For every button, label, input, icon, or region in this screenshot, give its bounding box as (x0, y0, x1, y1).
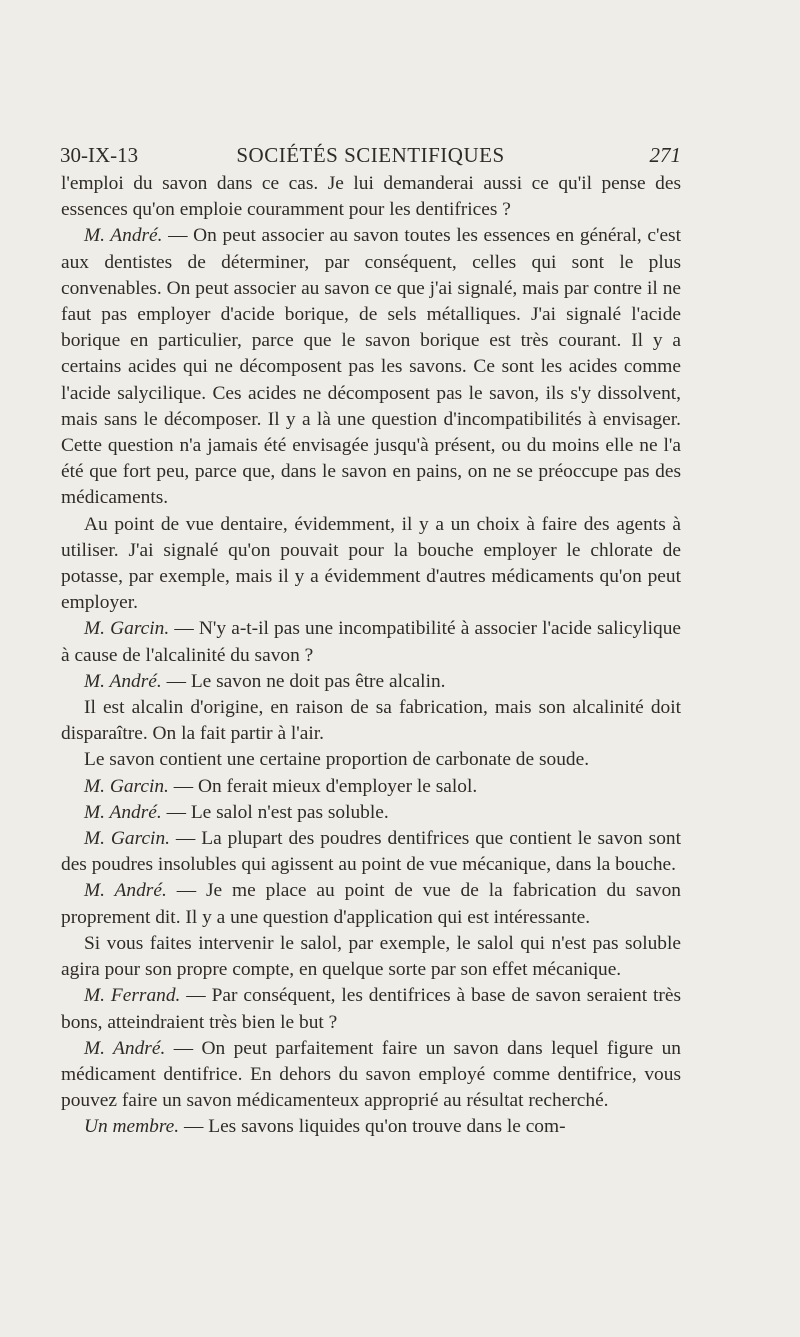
speaker-name: Un membre. (84, 1116, 180, 1138)
paragraph-14 (61, 1036, 681, 1115)
paragraph-10 (61, 826, 681, 878)
running-head (60, 140, 681, 170)
speaker-name: M. André. (84, 225, 163, 247)
page-number: 271 (649, 143, 681, 167)
paragraph-text: — Le savon ne doit pas être alcalin. (161, 670, 446, 692)
paragraph-text: — Le salol n'est pas soluble. (161, 801, 389, 823)
paragraph-9 (61, 800, 681, 826)
speaker-name: M. Ferrand. (84, 985, 181, 1007)
header-section-title: SOCIÉTÉS SCIENTIFIQUES (236, 143, 505, 167)
paragraph-text: — Je me place au point de vue de la fabrication du savon proprement dit. Il y a une question d'application qui est intéressante. (61, 880, 682, 928)
paragraph-text: — On ferait mieux d'employer le salol. (168, 775, 478, 797)
paragraph-4 (61, 616, 681, 668)
paragraph-15 (61, 1114, 681, 1140)
paragraph-1 (61, 171, 681, 223)
paragraph-text: — On peut associer au savon toutes les essences en général, c'est aux dentistes de déterminer, par conséquent, celles qui sont le plus convenables. On peut associer au savon ce que j'ai signalé, mais par contre il ne faut pas employer d'acide borique, de sels métalliques. J'ai signalé l'acide borique en particulier, parce que le savon borique est très courant. Il y a certains acides qui ne décomposent pas les savons. Ce sont les acides comme l'acide salycilique. Ces acides ne décomposent pas le savon, ils s'y dissolvent, mais sans le décomposer. Il y a là une question d'incompatibilités à envisager. Cette question n'a jamais été envisagée jusqu'à présent, ou du moins elle ne l'a été que fort peu, parce que, dans le savon en pains, on ne se préoccupe pas des médicaments. (61, 225, 681, 509)
paragraph-3 (61, 512, 681, 617)
speaker-name: M. André. (84, 880, 167, 902)
paragraph-text: Au point de vue dentaire, évidemment, il y a un choix à faire des agents à utiliser. J'ai signalé qu'on pouvait pour la bouche employer le chlorate de potasse, par exemple, mais il y a évidemment d'autres médicaments qu'on peut employer. (61, 513, 681, 614)
paragraph-8 (61, 774, 681, 800)
speaker-name: M. André. (84, 801, 162, 823)
speaker-name: M. Garcin. (84, 775, 169, 797)
speaker-name: M. André. (84, 1037, 166, 1059)
speaker-name: M. Garcin. (84, 828, 170, 850)
paragraph-text: Si vous faites intervenir le salol, par exemple, le salol qui n'est pas soluble agira pour son propre compte, en quelque sorte par son effet mécanique. (61, 932, 681, 981)
paragraph-text: Il est alcalin d'origine, en raison de sa fabrication, mais son alcalinité doit disparaître. On la fait partir à l'air. (61, 697, 681, 745)
paragraph-11 (61, 878, 681, 930)
paragraph-6 (61, 695, 681, 747)
paragraph-13 (61, 983, 681, 1035)
paragraph-text: l'emploi du savon dans ce cas. Je lui demanderai aussi ce qu'il pense des essences qu'on emploie couramment pour les dentifrices ? (61, 173, 681, 221)
paragraph-text: — Par conséquent, les dentifrices à base de savon seraient très bons, atteindraient très bien le but ? (61, 985, 681, 1033)
paragraph-2 (61, 223, 681, 511)
speaker-name: M. Garcin. (84, 618, 170, 640)
body-text (61, 171, 681, 1141)
paragraph-text: Le savon contient une certaine proportion de carbonate de soude. (84, 749, 590, 771)
paragraph-5 (61, 669, 681, 695)
paragraph-7 (61, 747, 681, 773)
speaker-name: M. André. (84, 670, 162, 692)
paragraph-text: — On peut parfaitement faire un savon dans lequel figure un médicament dentifrice. En dehors du savon employé comme dentifrice, vous pouvez faire un savon médicamenteux approprié au résultat recherché. (61, 1037, 681, 1112)
paragraph-12 (61, 931, 681, 983)
paragraph-text: — Les savons liquides qu'on trouve dans le com- (179, 1116, 566, 1138)
paragraph-text: — N'y a-t-il pas une incompatibilité à associer l'acide salicylique à cause de l'alcalinité du savon ? (61, 618, 681, 666)
header-date: 30-IX-13 (60, 143, 139, 167)
paragraph-text: — La plupart des poudres dentifrices que contient le savon sont des poudres insolubles qui agissent au point de vue mécanique, dans la bouche. (61, 828, 681, 876)
